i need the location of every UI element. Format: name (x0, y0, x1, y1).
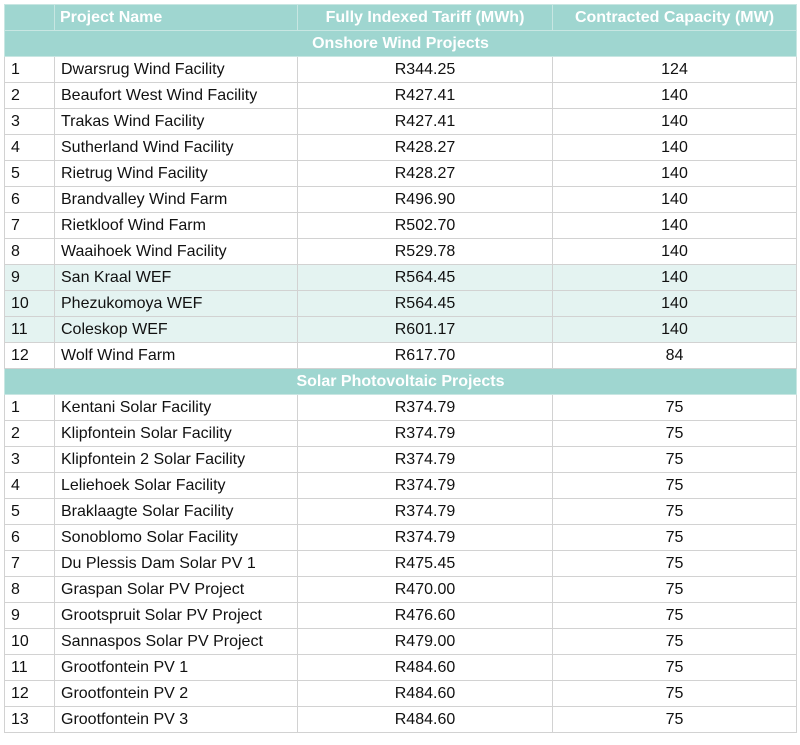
project-name-cell: Trakas Wind Facility (55, 109, 298, 135)
project-name-cell: Leliehoek Solar Facility (55, 473, 298, 499)
tariff-cell: R476.60 (298, 603, 553, 629)
project-name-cell: Rietkloof Wind Farm (55, 213, 298, 239)
row-number: 5 (5, 499, 55, 525)
row-number: 6 (5, 525, 55, 551)
tariff-cell: R601.17 (298, 317, 553, 343)
table-row (5, 681, 797, 707)
project-name-cell: Sonoblomo Solar Facility (55, 525, 298, 551)
tariff-cell: R427.41 (298, 109, 553, 135)
row-number: 3 (5, 447, 55, 473)
capacity-cell: 75 (553, 447, 797, 473)
capacity-cell: 140 (553, 265, 797, 291)
capacity-cell: 75 (553, 603, 797, 629)
capacity-cell: 75 (553, 681, 797, 707)
capacity-cell: 75 (553, 655, 797, 681)
project-name-cell: Klipfontein Solar Facility (55, 421, 298, 447)
tariff-cell: R479.00 (298, 629, 553, 655)
tariff-cell: R374.79 (298, 499, 553, 525)
row-number: 12 (5, 343, 55, 369)
capacity-cell: 75 (553, 577, 797, 603)
table-body (5, 31, 797, 733)
row-number: 2 (5, 421, 55, 447)
projects-table (4, 4, 797, 733)
header-tariff: Fully Indexed Tariff (MWh) (298, 5, 553, 31)
tariff-cell: R484.60 (298, 707, 553, 733)
project-name-cell: Rietrug Wind Facility (55, 161, 298, 187)
table-row (5, 499, 797, 525)
table-row (5, 57, 797, 83)
tariff-cell: R564.45 (298, 265, 553, 291)
row-number: 13 (5, 707, 55, 733)
tariff-cell: R564.45 (298, 291, 553, 317)
tariff-cell: R428.27 (298, 161, 553, 187)
tariff-cell: R374.79 (298, 525, 553, 551)
tariff-cell: R374.79 (298, 421, 553, 447)
table-row (5, 265, 797, 291)
capacity-cell: 140 (553, 291, 797, 317)
table-row (5, 343, 797, 369)
table-row (5, 473, 797, 499)
row-number: 11 (5, 655, 55, 681)
project-name-cell: Phezukomoya WEF (55, 291, 298, 317)
table-row (5, 655, 797, 681)
capacity-cell: 140 (553, 213, 797, 239)
section-title: Solar Photovoltaic Projects (5, 369, 797, 395)
capacity-cell: 140 (553, 239, 797, 265)
capacity-cell: 75 (553, 473, 797, 499)
row-number: 7 (5, 213, 55, 239)
header-number (5, 5, 55, 31)
row-number: 2 (5, 83, 55, 109)
project-name-cell: Beaufort West Wind Facility (55, 83, 298, 109)
header-project-name: Project Name (55, 5, 298, 31)
row-number: 1 (5, 57, 55, 83)
project-name-cell: Waaihoek Wind Facility (55, 239, 298, 265)
tariff-cell: R344.25 (298, 57, 553, 83)
tariff-cell: R374.79 (298, 395, 553, 421)
tariff-cell: R470.00 (298, 577, 553, 603)
table-row (5, 551, 797, 577)
tariff-cell: R374.79 (298, 473, 553, 499)
project-name-cell: Dwarsrug Wind Facility (55, 57, 298, 83)
row-number: 8 (5, 239, 55, 265)
table-row (5, 629, 797, 655)
row-number: 9 (5, 603, 55, 629)
capacity-cell: 75 (553, 629, 797, 655)
section-title: Onshore Wind Projects (5, 31, 797, 57)
project-name-cell: Sutherland Wind Facility (55, 135, 298, 161)
project-name-cell: San Kraal WEF (55, 265, 298, 291)
project-name-cell: Braklaagte Solar Facility (55, 499, 298, 525)
table-row (5, 239, 797, 265)
table-row (5, 109, 797, 135)
project-name-cell: Brandvalley Wind Farm (55, 187, 298, 213)
capacity-cell: 75 (553, 707, 797, 733)
capacity-cell: 140 (553, 109, 797, 135)
tariff-cell: R617.70 (298, 343, 553, 369)
capacity-cell: 75 (553, 499, 797, 525)
capacity-cell: 75 (553, 395, 797, 421)
row-number: 12 (5, 681, 55, 707)
capacity-cell: 124 (553, 57, 797, 83)
table-row (5, 577, 797, 603)
row-number: 5 (5, 161, 55, 187)
project-name-cell: Du Plessis Dam Solar PV 1 (55, 551, 298, 577)
row-number: 11 (5, 317, 55, 343)
table-row (5, 135, 797, 161)
tariff-cell: R428.27 (298, 135, 553, 161)
project-name-cell: Grootspruit Solar PV Project (55, 603, 298, 629)
table-row (5, 603, 797, 629)
table-row (5, 161, 797, 187)
table-row (5, 83, 797, 109)
capacity-cell: 140 (553, 83, 797, 109)
table-row (5, 317, 797, 343)
project-name-cell: Klipfontein 2 Solar Facility (55, 447, 298, 473)
capacity-cell: 75 (553, 551, 797, 577)
capacity-cell: 140 (553, 161, 797, 187)
project-name-cell: Kentani Solar Facility (55, 395, 298, 421)
project-name-cell: Grootfontein PV 1 (55, 655, 298, 681)
project-name-cell: Wolf Wind Farm (55, 343, 298, 369)
header-row (5, 5, 797, 31)
row-number: 1 (5, 395, 55, 421)
tariff-cell: R484.60 (298, 655, 553, 681)
section-header-row (5, 31, 797, 57)
table-row (5, 395, 797, 421)
capacity-cell: 75 (553, 421, 797, 447)
capacity-cell: 140 (553, 187, 797, 213)
capacity-cell: 140 (553, 317, 797, 343)
row-number: 10 (5, 291, 55, 317)
table-row (5, 421, 797, 447)
table-row (5, 525, 797, 551)
table-row (5, 447, 797, 473)
tariff-cell: R529.78 (298, 239, 553, 265)
project-name-cell: Coleskop WEF (55, 317, 298, 343)
tariff-cell: R475.45 (298, 551, 553, 577)
row-number: 7 (5, 551, 55, 577)
row-number: 4 (5, 135, 55, 161)
project-name-cell: Grootfontein PV 2 (55, 681, 298, 707)
table-row (5, 707, 797, 733)
capacity-cell: 140 (553, 135, 797, 161)
row-number: 10 (5, 629, 55, 655)
capacity-cell: 75 (553, 525, 797, 551)
tariff-cell: R374.79 (298, 447, 553, 473)
table-row (5, 291, 797, 317)
capacity-cell: 84 (553, 343, 797, 369)
project-name-cell: Sannaspos Solar PV Project (55, 629, 298, 655)
row-number: 8 (5, 577, 55, 603)
row-number: 3 (5, 109, 55, 135)
table-row (5, 213, 797, 239)
row-number: 4 (5, 473, 55, 499)
row-number: 6 (5, 187, 55, 213)
tariff-cell: R502.70 (298, 213, 553, 239)
tariff-cell: R496.90 (298, 187, 553, 213)
project-name-cell: Grootfontein PV 3 (55, 707, 298, 733)
tariff-cell: R484.60 (298, 681, 553, 707)
project-name-cell: Graspan Solar PV Project (55, 577, 298, 603)
tariff-cell: R427.41 (298, 83, 553, 109)
section-header-row (5, 369, 797, 395)
header-capacity: Contracted Capacity (MW) (553, 5, 797, 31)
row-number: 9 (5, 265, 55, 291)
table-row (5, 187, 797, 213)
